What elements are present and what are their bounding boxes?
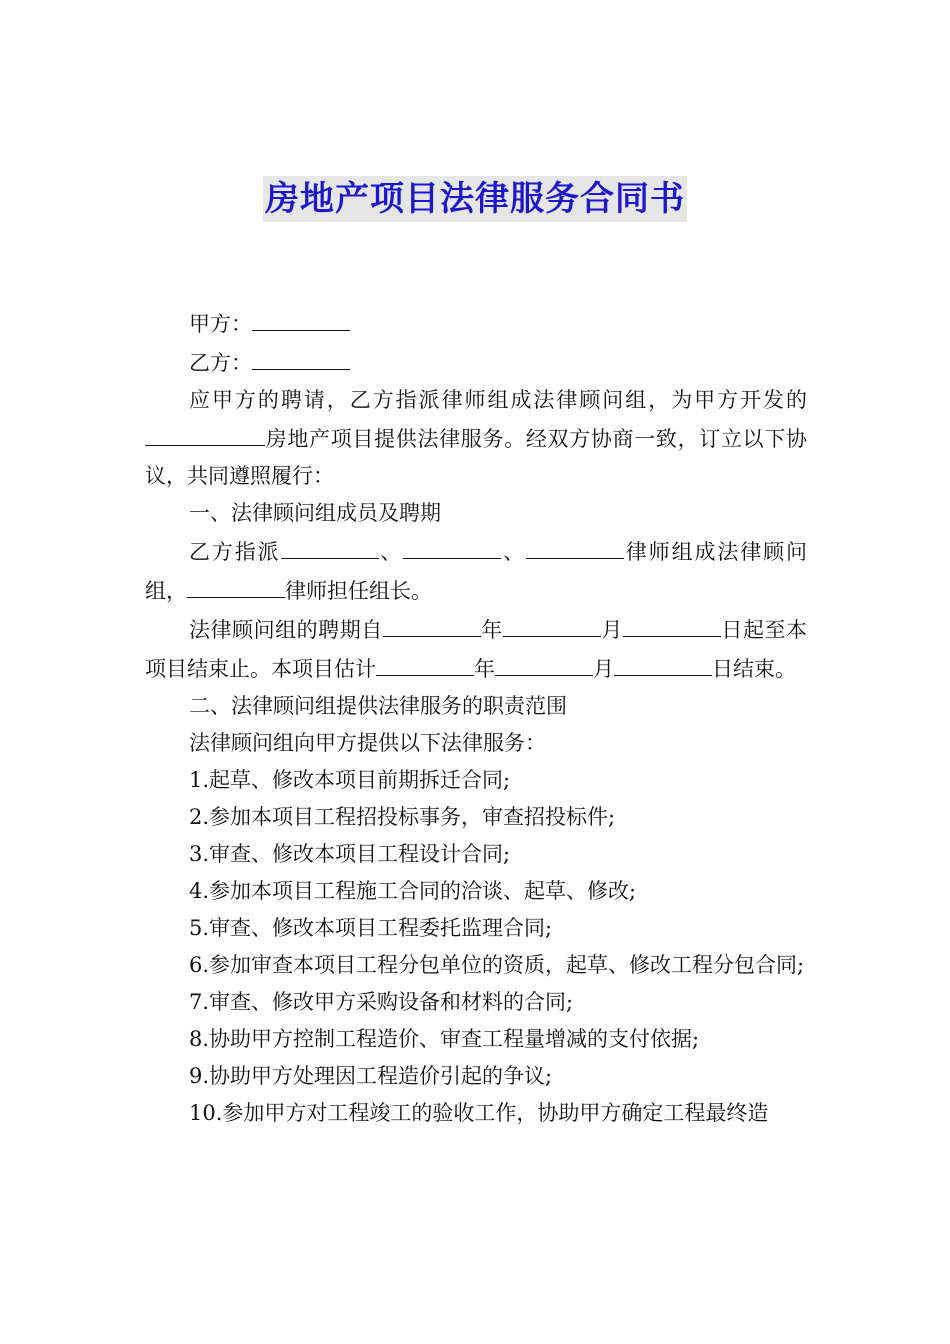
member-blank-2 <box>403 532 501 559</box>
start-year-blank <box>383 610 481 637</box>
term-month-2: 月 <box>593 657 614 681</box>
party-b-line <box>145 343 807 382</box>
members-sep-2: 、 <box>501 540 526 564</box>
end-year-blank <box>376 649 474 676</box>
end-month-blank <box>495 649 593 676</box>
party-a-blank <box>252 304 350 331</box>
term-year-2: 年 <box>474 657 495 681</box>
section2-lead: 法律顾问组向甲方提供以下法律服务： <box>189 731 546 755</box>
term-day-start: 日起至本项目结束止。本项目估计 <box>145 618 808 681</box>
project-name-blank <box>145 419 265 446</box>
members-suffix-2: 律师担任组长。 <box>285 579 432 603</box>
members-prefix: 乙方指派 <box>189 540 281 564</box>
member-blank-3 <box>526 532 624 559</box>
service-item-2: 2.参加本项目工程招投标事务，审查招投标件; <box>189 805 616 829</box>
member-blank-1 <box>281 532 379 559</box>
party-a-line <box>145 304 807 343</box>
members-sep-1: 、 <box>378 540 404 564</box>
start-day-blank <box>623 610 721 637</box>
party-a-label: 甲方： <box>189 312 252 336</box>
party-b-blank <box>252 343 350 370</box>
end-day-blank <box>614 649 712 676</box>
term-day-end: 日结束。 <box>712 657 796 681</box>
service-item-10: 10.参加甲方对工程竣工的验收工作，协助甲方确定工程最终造 <box>189 1101 769 1125</box>
service-item-7: 7.审查、修改甲方采购设备和材料的合同; <box>189 990 574 1014</box>
intro-text-1: 应甲方的聘请，乙方指派律师组成法律顾问组，为甲方开发的 <box>189 388 807 412</box>
document-title: 房地产项目法律服务合同书 <box>263 176 687 222</box>
party-b-label: 乙方： <box>189 351 252 375</box>
document-body <box>145 304 807 1132</box>
section1-heading: 一、法律顾问组成员及聘期 <box>189 501 441 525</box>
service-item-3: 3.审查、修改本项目工程设计合同; <box>189 842 511 866</box>
term-paragraph <box>145 610 807 688</box>
service-item-1: 1.起草、修改本项目前期拆迁合同; <box>189 768 511 792</box>
section2-heading: 二、法律顾问组提供法律服务的职责范围 <box>189 694 567 718</box>
service-item-6: 6.参加审查本项目工程分包单位的资质，起草、修改工程分包合同; <box>189 953 805 977</box>
term-year-1: 年 <box>480 618 503 642</box>
service-item-5: 5.审查、修改本项目工程委托监理合同; <box>189 916 553 940</box>
service-item-8: 8.协助甲方控制工程造价、审查工程量增减的支付依据; <box>189 1027 700 1051</box>
service-item-4: 4.参加本项目工程施工合同的洽谈、起草、修改; <box>189 879 637 903</box>
term-month-1: 月 <box>600 618 623 642</box>
leader-blank <box>187 571 285 598</box>
service-item-9: 9.协助甲方处理因工程造价引起的争议; <box>189 1064 553 1088</box>
members-suffix-1: 律师组成法律顾问组， <box>145 540 807 603</box>
title-wrap <box>0 176 950 222</box>
members-paragraph <box>145 532 807 610</box>
term-prefix: 法律顾问组的聘期自 <box>189 618 383 642</box>
start-month-blank <box>503 610 601 637</box>
intro-text-2: 房地产项目提供法律服务。经双方协商一致，订立以下协议，共同遵照履行： <box>145 427 807 488</box>
intro-paragraph <box>145 382 807 495</box>
